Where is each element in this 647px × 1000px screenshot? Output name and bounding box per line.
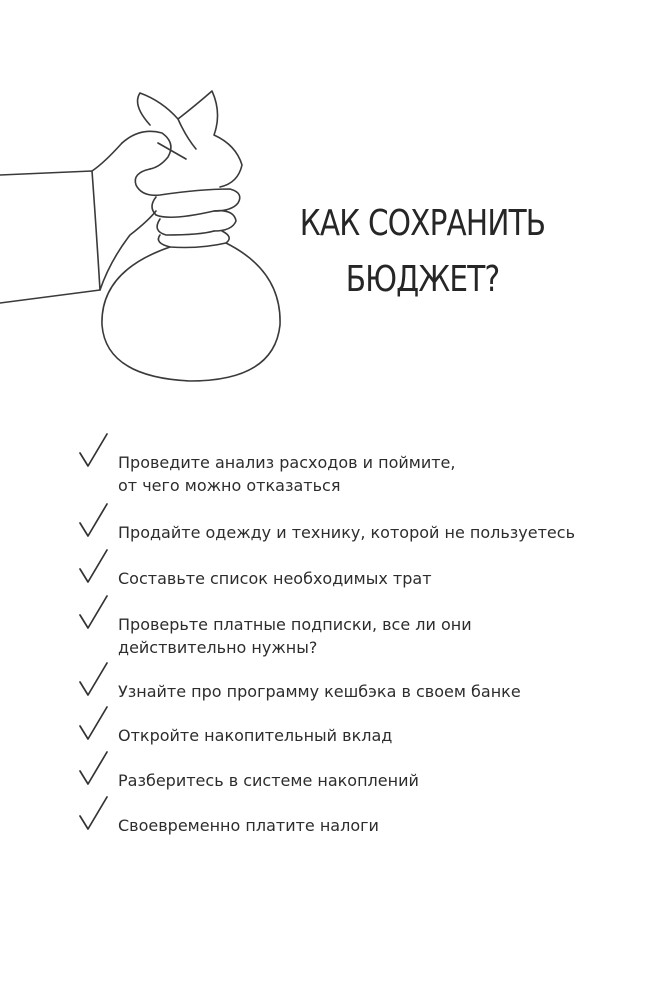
check-mark-icon	[78, 662, 108, 696]
check-mark-icon	[78, 706, 108, 740]
check-mark-icon	[78, 796, 108, 830]
checklist-item-text: Продайте одежду и технику, которой не пользуетесь	[118, 523, 575, 542]
check-mark-icon	[78, 433, 108, 467]
checklist-item-text: Составьте список необходимых трат	[118, 569, 432, 588]
checklist-item-text: Узнайте про программу кешбэка в своем банке	[118, 682, 521, 701]
title-line-1: КАК СОХРАНИТЬ	[299, 203, 546, 245]
check-mark-icon	[78, 503, 108, 537]
hand-holding-money-bag-icon	[0, 85, 290, 385]
title-line-2: БЮДЖЕТ?	[345, 259, 500, 301]
checklist-item-text: Проверьте платные подписки, все ли они действительно нужны?	[118, 615, 472, 657]
checklist-item-text: Своевременно платите налоги	[118, 816, 379, 835]
check-mark-icon	[78, 549, 108, 583]
checklist-item-text: Откройте накопительный вклад	[118, 726, 393, 745]
checklist-item-text: Проведите анализ расходов и поймите, от чего можно отказаться	[118, 453, 456, 495]
page-title	[281, 196, 564, 308]
checklist-item-text: Разберитесь в системе накоплений	[118, 771, 419, 790]
check-mark-icon	[78, 751, 108, 785]
check-mark-icon	[78, 595, 108, 629]
